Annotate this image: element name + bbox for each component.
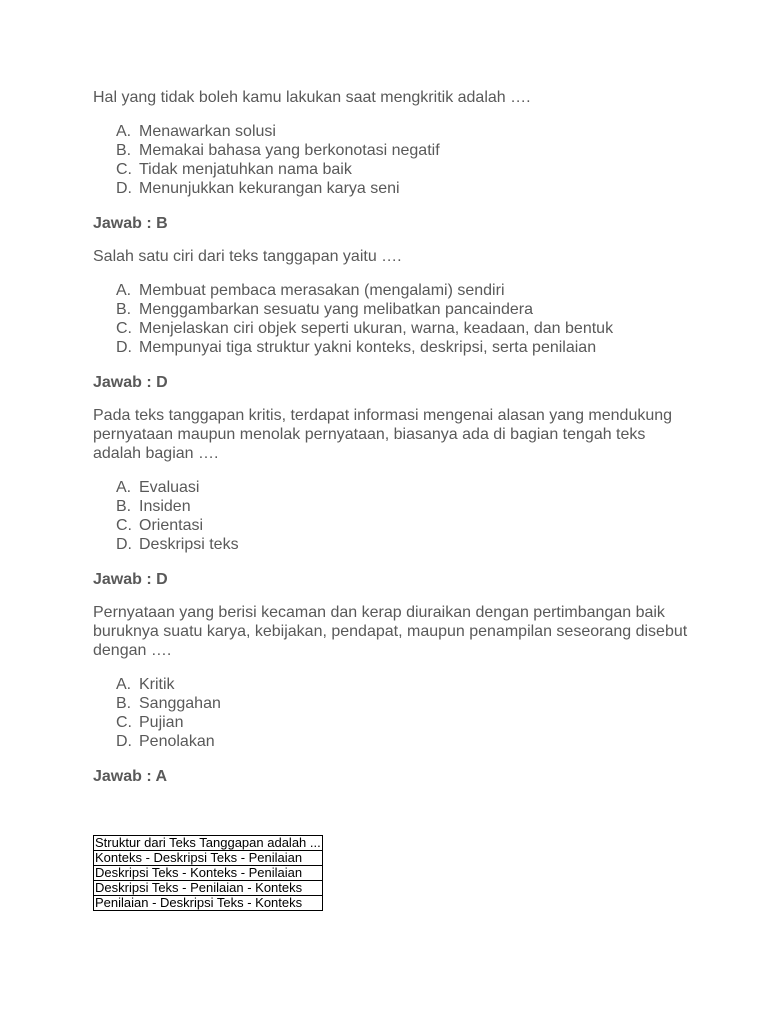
option-item: [116, 478, 693, 497]
table-cell: Deskripsi Teks - Penilaian - Konteks: [94, 881, 323, 896]
option-text: Insiden: [139, 498, 191, 515]
option-text: Mempunyai tiga struktur yakni konteks, deskripsi, serta penilaian: [139, 339, 597, 356]
option-letter: D.: [116, 180, 132, 197]
option-letter: D.: [116, 536, 132, 553]
option-text: Pujian: [139, 714, 184, 731]
option-item: [116, 160, 693, 179]
option-text: Sanggahan: [139, 695, 221, 712]
option-letter: A.: [116, 282, 132, 299]
option-letter: B.: [116, 695, 132, 712]
table-row: [94, 851, 323, 866]
table-row: [94, 881, 323, 896]
structure-table: [93, 835, 323, 911]
option-item: [116, 319, 693, 338]
option-letter: A.: [116, 676, 132, 693]
option-letter: C.: [116, 714, 132, 731]
option-text: Penolakan: [139, 733, 215, 750]
option-letter: D.: [116, 339, 132, 356]
question-text: Salah satu ciri dari teks tanggapan yaitu ….: [93, 248, 402, 265]
option-text: Membuat pembaca merasakan (mengalami) sendiri: [139, 282, 505, 299]
answer-key: Jawab : D: [93, 374, 168, 391]
option-item: [116, 713, 693, 732]
answer-key: Jawab : D: [93, 571, 168, 588]
option-text: Menjelaskan ciri objek seperti ukuran, warna, keadaan, dan bentuk: [139, 320, 614, 337]
option-letter: B.: [116, 301, 132, 318]
answer-key: Jawab : B: [93, 215, 168, 232]
option-text: Kritik: [139, 676, 175, 693]
option-item: [116, 675, 693, 694]
option-item: [116, 141, 693, 160]
option-letter: C.: [116, 517, 132, 534]
option-text: Orientasi: [139, 517, 204, 534]
option-letter: B.: [116, 498, 132, 515]
option-letter: C.: [116, 320, 132, 337]
option-letter: C.: [116, 161, 132, 178]
question-text: Hal yang tidak boleh kamu lakukan saat mengkritik adalah ….: [93, 89, 531, 106]
table-row: [94, 836, 323, 851]
option-list: [93, 281, 693, 357]
option-item: [116, 300, 693, 319]
option-text: Tidak menjatuhkan nama baik: [139, 161, 352, 178]
option-text: Menawarkan solusi: [139, 123, 276, 140]
option-list: [93, 675, 693, 751]
option-letter: A.: [116, 479, 132, 496]
table-cell: Penilaian - Deskripsi Teks - Konteks: [94, 896, 323, 911]
option-letter: D.: [116, 733, 132, 750]
table-row: [94, 866, 323, 881]
option-text: Menggambarkan sesuatu yang melibatkan pancaindera: [139, 301, 534, 318]
option-letter: A.: [116, 123, 132, 140]
question-text: Pernyataan yang berisi kecaman dan kerap diuraikan dengan pertimbangan baik buruknya suatu karya, kebijakan, pendapat, maupun penampilan seseorang disebut dengan ….: [93, 604, 688, 659]
option-text: Evaluasi: [139, 479, 200, 496]
table-row: [94, 896, 323, 911]
option-text: Deskripsi teks: [139, 536, 239, 553]
option-list: [93, 478, 693, 554]
option-item: [116, 732, 693, 751]
table-cell: Konteks - Deskripsi Teks - Penilaian: [94, 851, 323, 866]
option-item: [116, 179, 693, 198]
option-item: [116, 281, 693, 300]
table-cell: Deskripsi Teks - Konteks - Penilaian: [94, 866, 323, 881]
option-text: Menunjukkan kekurangan karya seni: [139, 180, 400, 197]
document-body: [93, 88, 693, 800]
answer-key: Jawab : A: [93, 768, 168, 785]
option-item: [116, 535, 693, 554]
option-letter: B.: [116, 142, 132, 159]
option-text: Memakai bahasa yang berkonotasi negatif: [139, 142, 440, 159]
question-text: Pada teks tanggapan kritis, terdapat informasi mengenai alasan yang mendukung pernyataan maupun menolak pernyataan, biasanya ada di bagian tengah teks adalah bagian ….: [93, 407, 673, 462]
table-cell: Struktur dari Teks Tanggapan adalah ...: [95, 835, 321, 850]
option-item: [116, 516, 693, 535]
option-item: [116, 694, 693, 713]
option-item: [116, 122, 693, 141]
option-list: [93, 122, 693, 198]
option-item: [116, 338, 693, 357]
option-item: [116, 497, 693, 516]
